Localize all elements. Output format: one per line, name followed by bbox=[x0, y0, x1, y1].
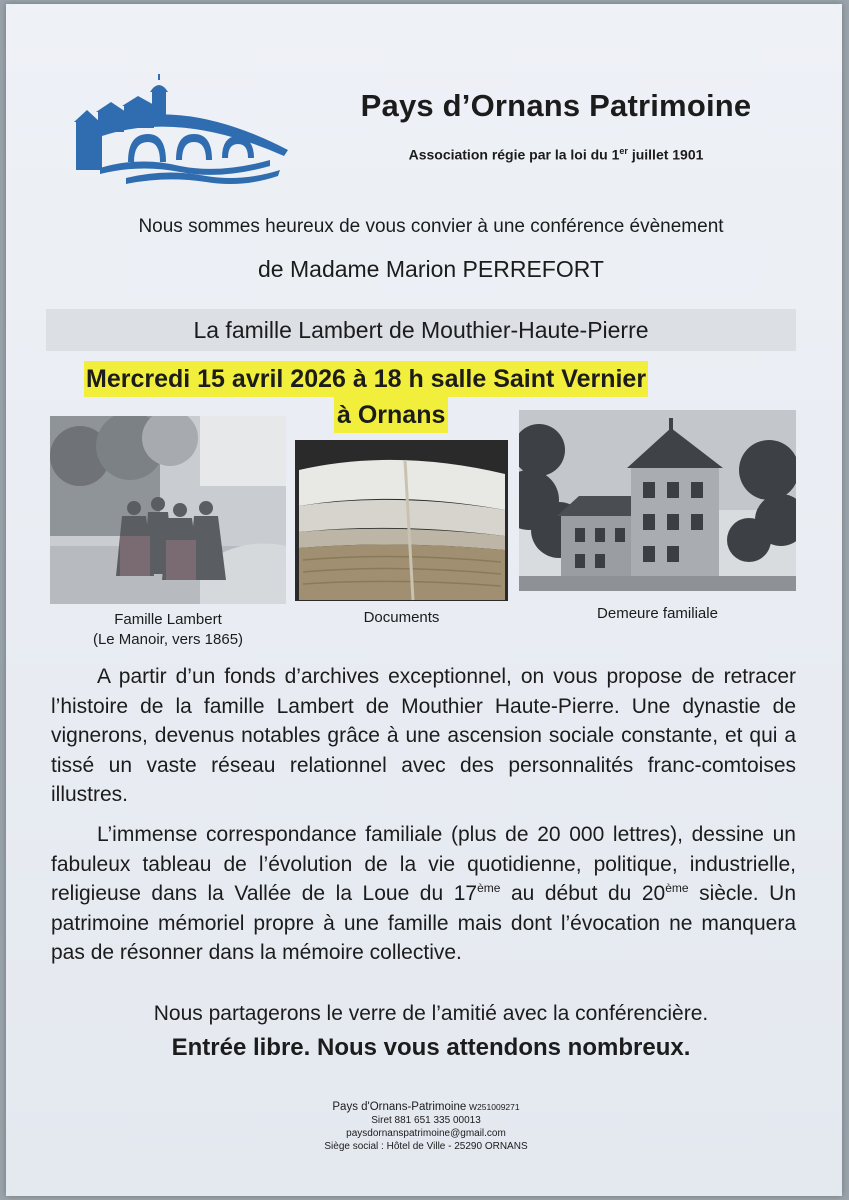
event-date-highlight: Mercredi 15 avril 2026 à 18 h salle Saint Vernier bbox=[84, 361, 648, 397]
association-logo-icon bbox=[70, 70, 300, 190]
footer-contact: Pays d'Ornans-Patrimoine W251009271 Siret 881 651 335 00013 paysdornanspatrimoine@gmail.com Siège social : Hôtel de Ville - 25290 ORNANS bbox=[324, 1101, 528, 1152]
invitation-intro: Nous sommes heureux de vous convier à une conférence évènement bbox=[138, 216, 724, 237]
manor-house-photo bbox=[519, 410, 796, 591]
speaker-name: de Madame Marion PERREFORT bbox=[258, 256, 604, 282]
photo-caption-documents: Documents bbox=[363, 609, 440, 626]
conference-title: La famille Lambert de Mouthier-Haute-Pierre bbox=[46, 309, 796, 351]
free-entry-line: Entrée libre. Nous vous attendons nombreux. bbox=[171, 1034, 691, 1061]
event-place-highlight: à Ornans bbox=[334, 397, 448, 433]
closing-toast-line: Nous partagerons le verre de l’amitié avec la conférencière. bbox=[153, 1002, 709, 1025]
photo-caption-house: Demeure familiale bbox=[597, 605, 718, 622]
body-paragraph-2: L’immense correspondance familiale (plus de 20 000 lettres), dessine un fabuleux tableau de l’évolution de la vie quotidienne, politique, industrielle, religieuse dans la Vallée de la Loue du 17ème au début du 20ème siècle. Un patrimoine mémoriel propre à une famille mais dont l’évocation ne manquera pas de résonner dans la mémoire collective. bbox=[51, 823, 796, 964]
organization-title: Pays d’Ornans Patrimoine bbox=[360, 88, 752, 123]
organization-subtitle: Association régie par la loi du 1er juillet 1901 bbox=[408, 146, 704, 163]
flyer-sheet bbox=[6, 4, 842, 1196]
body-paragraph-1: A partir d’un fonds d’archives exceptionnel, on vous propose de retracer l’histoire de la famille Lambert de Mouthier Haute-Pierre. Une dynastie de vignerons, devenus notables grâce à une ascension sociale constante, et qui a tissé un vaste réseau relationnel avec des personnalités franc-comtoises illustres. bbox=[51, 665, 796, 806]
photo-caption-family: Famille Lambert (Le Manoir, vers 1865) bbox=[92, 611, 244, 648]
archive-bundle-photo bbox=[295, 440, 508, 601]
family-group-photo bbox=[50, 416, 286, 604]
